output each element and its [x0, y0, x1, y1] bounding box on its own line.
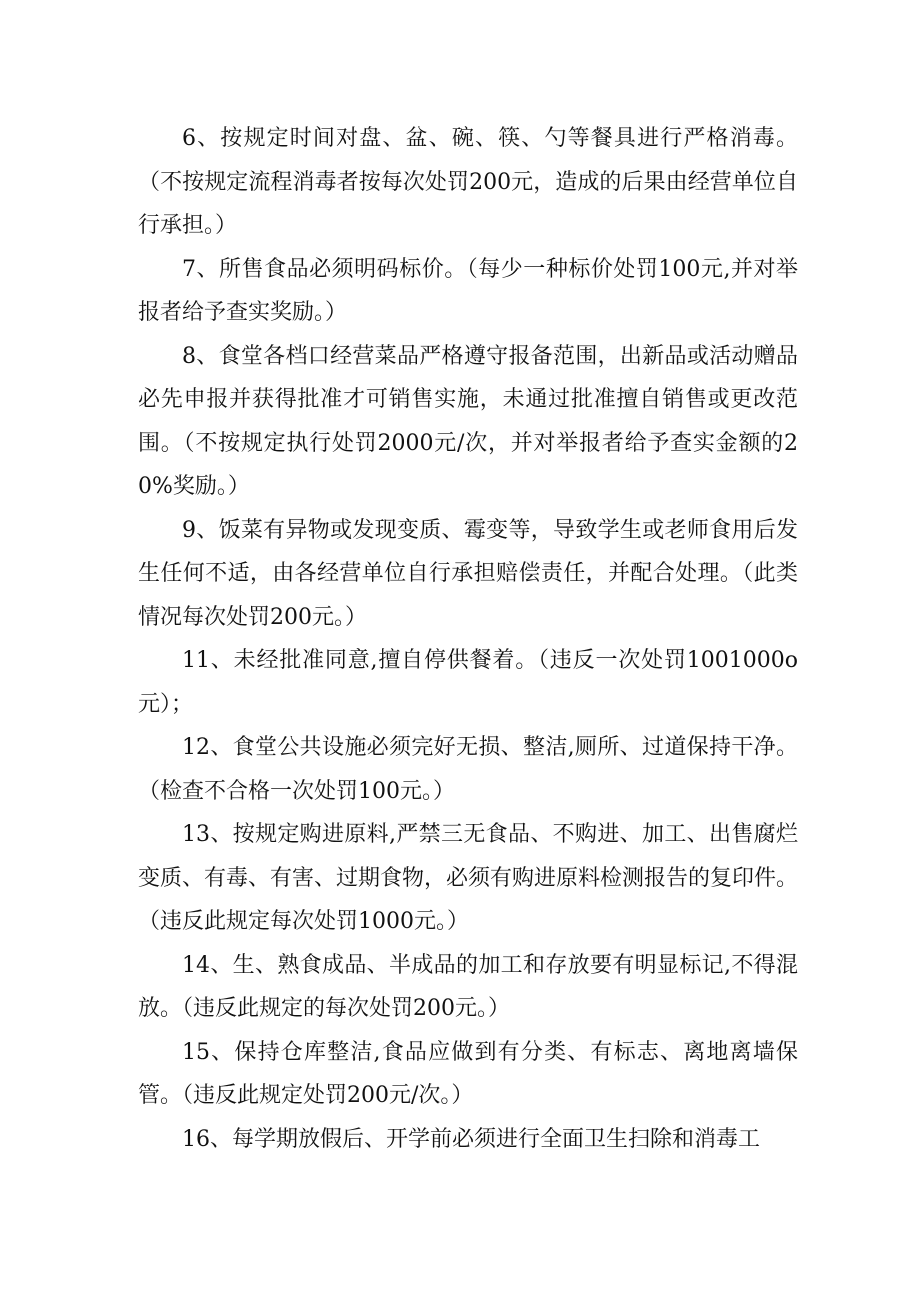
rule-paragraph-15: 15、保持仓库整洁,食品应做到有分类、有标志、离地离墙保管。（违反此规定处罚200元/次。） — [138, 1039, 798, 1108]
rule-paragraph-7: 7、所售食品必须明码标价。（每少一种标价处罚100元,并对举报者给予查实奖励。） — [138, 256, 798, 325]
rule-paragraph-8: 8、食堂各档口经营菜品严格遵守报备范围，出新品或活动赠品必先申报并获得批准才可销售实施，未通过批准擅自销售或更改范围。（不按规定执行处罚2000元/次，并对举报者给予查实金额的20%奖励。） — [138, 343, 798, 499]
rule-paragraph-12: 12、食堂公共设施必须完好无损、整洁,厕所、过道保持干净。（检查不合格一次处罚100元。） — [138, 735, 798, 804]
rule-paragraph-13: 13、按规定购进原料,严禁三无食品、不购进、加工、出售腐烂变质、有毒、有害、过期食物，必须有购进原料检测报告的复印件。（违反此规定每次处罚1000元。） — [138, 822, 799, 934]
rule-paragraph-9: 9、饭菜有异物或发现变质、霉变等，导致学生或老师食用后发生任何不适，由各经营单位自行承担赔偿责任，并配合处理。（此类情况每次处罚200元。） — [138, 517, 798, 630]
rule-paragraph-16: 16、每学期放假后、开学前必须进行全面卫生扫除和消毒工 — [182, 1126, 760, 1152]
document-body — [138, 117, 798, 1161]
rule-paragraph-6: 6、按规定时间对盘、盆、碗、筷、勺等餐具进行严格消毒。（不按规定流程消毒者按每次处罚200元，造成的后果由经营单位自行承担。） — [138, 126, 798, 238]
rule-paragraph-14: 14、生、熟食成品、半成品的加工和存放要有明显标记,不得混放。（违反此规定的每次处罚200元。） — [138, 952, 798, 1021]
rule-paragraph-11: 11、未经批准同意,擅自停供餐着。（违反一次处罚1001000o元）； — [138, 648, 798, 717]
